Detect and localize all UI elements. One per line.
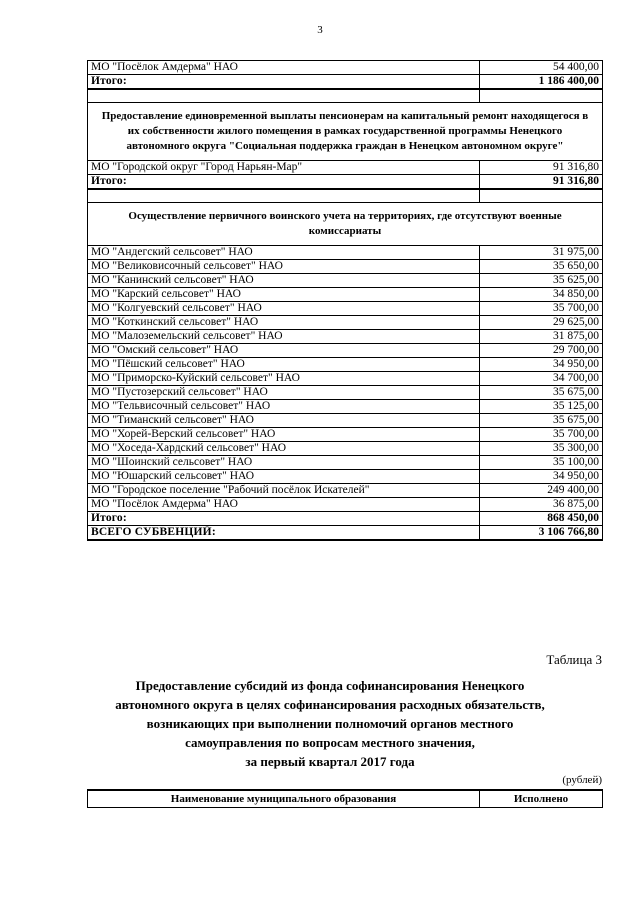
municipality-name: МО "Канинский сельсовет" НАО bbox=[88, 274, 480, 288]
spacer-cell bbox=[480, 189, 603, 203]
table-3-title-line: самоуправления по вопросам местного значения, bbox=[185, 735, 475, 750]
amount-value: 35 675,00 bbox=[480, 414, 603, 428]
table-row bbox=[88, 400, 603, 414]
amount-value: 35 125,00 bbox=[480, 400, 603, 414]
total-label: Итого: bbox=[88, 175, 480, 190]
table-row bbox=[88, 316, 603, 330]
municipality-name: МО "Шоинский сельсовет" НАО bbox=[88, 456, 480, 470]
amount-value: 35 700,00 bbox=[480, 428, 603, 442]
total-label: Итого: bbox=[88, 75, 480, 90]
municipality-name: МО "Малоземельский сельсовет" НАО bbox=[88, 330, 480, 344]
table-3-header bbox=[87, 789, 603, 808]
amount-value: 35 625,00 bbox=[480, 274, 603, 288]
municipality-name: МО "Посёлок Амдерма" НАО bbox=[88, 498, 480, 512]
table-row bbox=[88, 302, 603, 316]
municipality-name: МО "Хоседа-Хардский сельсовет" НАО bbox=[88, 442, 480, 456]
total-row bbox=[88, 175, 603, 190]
amount-value: 54 400,00 bbox=[480, 61, 603, 75]
spacer-cell bbox=[88, 189, 480, 203]
municipality-name: МО "Великовисочный сельсовет" НАО bbox=[88, 260, 480, 274]
amount-value: 35 675,00 bbox=[480, 386, 603, 400]
table-row bbox=[88, 246, 603, 260]
table-row bbox=[88, 484, 603, 498]
municipality-name: МО "Городской округ "Город Нарьян-Мар" bbox=[88, 161, 480, 175]
amount-value: 91 316,80 bbox=[480, 161, 603, 175]
amount-value: 34 950,00 bbox=[480, 470, 603, 484]
amount-value: 34 700,00 bbox=[480, 372, 603, 386]
table-row bbox=[88, 470, 603, 484]
amount-value: 31 875,00 bbox=[480, 330, 603, 344]
amount-value: 249 400,00 bbox=[480, 484, 603, 498]
amount-value: 34 950,00 bbox=[480, 358, 603, 372]
municipality-name: МО "Андегский сельсовет" НАО bbox=[88, 246, 480, 260]
amount-value: 35 300,00 bbox=[480, 442, 603, 456]
table-row bbox=[88, 498, 603, 512]
amount-value: 34 850,00 bbox=[480, 288, 603, 302]
amount-value: 29 625,00 bbox=[480, 316, 603, 330]
table-row bbox=[88, 260, 603, 274]
section-heading: Предоставление единовременной выплаты пенсионерам на капитальный ремонт находящегося в их собственности жилого помещения в рамках государственной программы Ненецкого автономного округа "Социальная поддержка граждан в Ненецком автономном округе" bbox=[88, 103, 603, 161]
table-row bbox=[88, 288, 603, 302]
municipality-name: МО "Юшарский сельсовет" НАО bbox=[88, 470, 480, 484]
total-amount: 868 450,00 bbox=[480, 512, 603, 526]
amount-value: 35 700,00 bbox=[480, 302, 603, 316]
total-amount: 91 316,80 bbox=[480, 175, 603, 190]
table-row bbox=[88, 61, 603, 75]
table-3-title-line: за первый квартал 2017 года bbox=[245, 754, 415, 769]
municipality-name: МО "Колгуевский сельсовет" НАО bbox=[88, 302, 480, 316]
amount-value: 31 975,00 bbox=[480, 246, 603, 260]
municipality-name: МО "Тиманский сельсовет" НАО bbox=[88, 414, 480, 428]
section-heading-row bbox=[88, 203, 603, 246]
municipality-name: МО "Пёшский сельсовет" НАО bbox=[88, 358, 480, 372]
table-row bbox=[88, 456, 603, 470]
total-row bbox=[88, 75, 603, 90]
municipality-name: МО "Тельвисочный сельсовет" НАО bbox=[88, 400, 480, 414]
table-3-title-line: Предоставление субсидий из фонда софинансирования Ненецкого bbox=[135, 678, 525, 693]
total-label: ВСЕГО СУБВЕНЦИЙ: bbox=[88, 526, 480, 541]
table-3-header-row bbox=[88, 790, 603, 808]
table-row bbox=[88, 161, 603, 175]
section-heading-row bbox=[88, 103, 603, 161]
table-row bbox=[88, 428, 603, 442]
subventions-table bbox=[87, 60, 603, 541]
subventions-table-body bbox=[88, 61, 603, 541]
units-label: (рублей) bbox=[562, 774, 602, 786]
table-3-title-line: автономного округа в целях софинансирования расходных обязательств, bbox=[115, 697, 545, 712]
spacer-row bbox=[88, 189, 603, 203]
column-header-municipality: Наименование муниципального образования bbox=[88, 790, 480, 808]
table-3-title-line: возникающих при выполнении полномочий органов местного bbox=[146, 716, 514, 731]
spacer-cell bbox=[88, 89, 480, 103]
table-row bbox=[88, 414, 603, 428]
municipality-name: МО "Пустозерский сельсовет" НАО bbox=[88, 386, 480, 400]
column-header-executed: Исполнено bbox=[480, 790, 603, 808]
municipality-name: МО "Омский сельсовет" НАО bbox=[88, 344, 480, 358]
municipality-name: МО "Карский сельсовет" НАО bbox=[88, 288, 480, 302]
page-number: 3 bbox=[317, 24, 323, 36]
amount-value: 35 650,00 bbox=[480, 260, 603, 274]
total-label: Итого: bbox=[88, 512, 480, 526]
total-row bbox=[88, 512, 603, 526]
amount-value: 29 700,00 bbox=[480, 344, 603, 358]
amount-value: 35 100,00 bbox=[480, 456, 603, 470]
grand-total-row bbox=[88, 526, 603, 541]
table-row bbox=[88, 442, 603, 456]
municipality-name: МО "Приморско-Куйский сельсовет" НАО bbox=[88, 372, 480, 386]
municipality-name: МО "Коткинский сельсовет" НАО bbox=[88, 316, 480, 330]
spacer-row bbox=[88, 89, 603, 103]
table-row bbox=[88, 372, 603, 386]
table-row bbox=[88, 358, 603, 372]
municipality-name: МО "Посёлок Амдерма" НАО bbox=[88, 61, 480, 75]
total-amount: 1 186 400,00 bbox=[480, 75, 603, 90]
amount-value: 36 875,00 bbox=[480, 498, 603, 512]
table-row bbox=[88, 274, 603, 288]
spacer-cell bbox=[480, 89, 603, 103]
municipality-name: МО "Хорей-Верский сельсовет" НАО bbox=[88, 428, 480, 442]
table-3-label: Таблица 3 bbox=[546, 652, 602, 667]
section-heading: Осуществление первичного воинского учета на территориях, где отсутствуют военные комиссариаты bbox=[88, 203, 603, 246]
table-row bbox=[88, 386, 603, 400]
municipality-name: МО "Городское поселение "Рабочий посёлок Искателей" bbox=[88, 484, 480, 498]
total-amount: 3 106 766,80 bbox=[480, 526, 603, 541]
table-3-title bbox=[110, 676, 550, 771]
table-row bbox=[88, 344, 603, 358]
table-row bbox=[88, 330, 603, 344]
